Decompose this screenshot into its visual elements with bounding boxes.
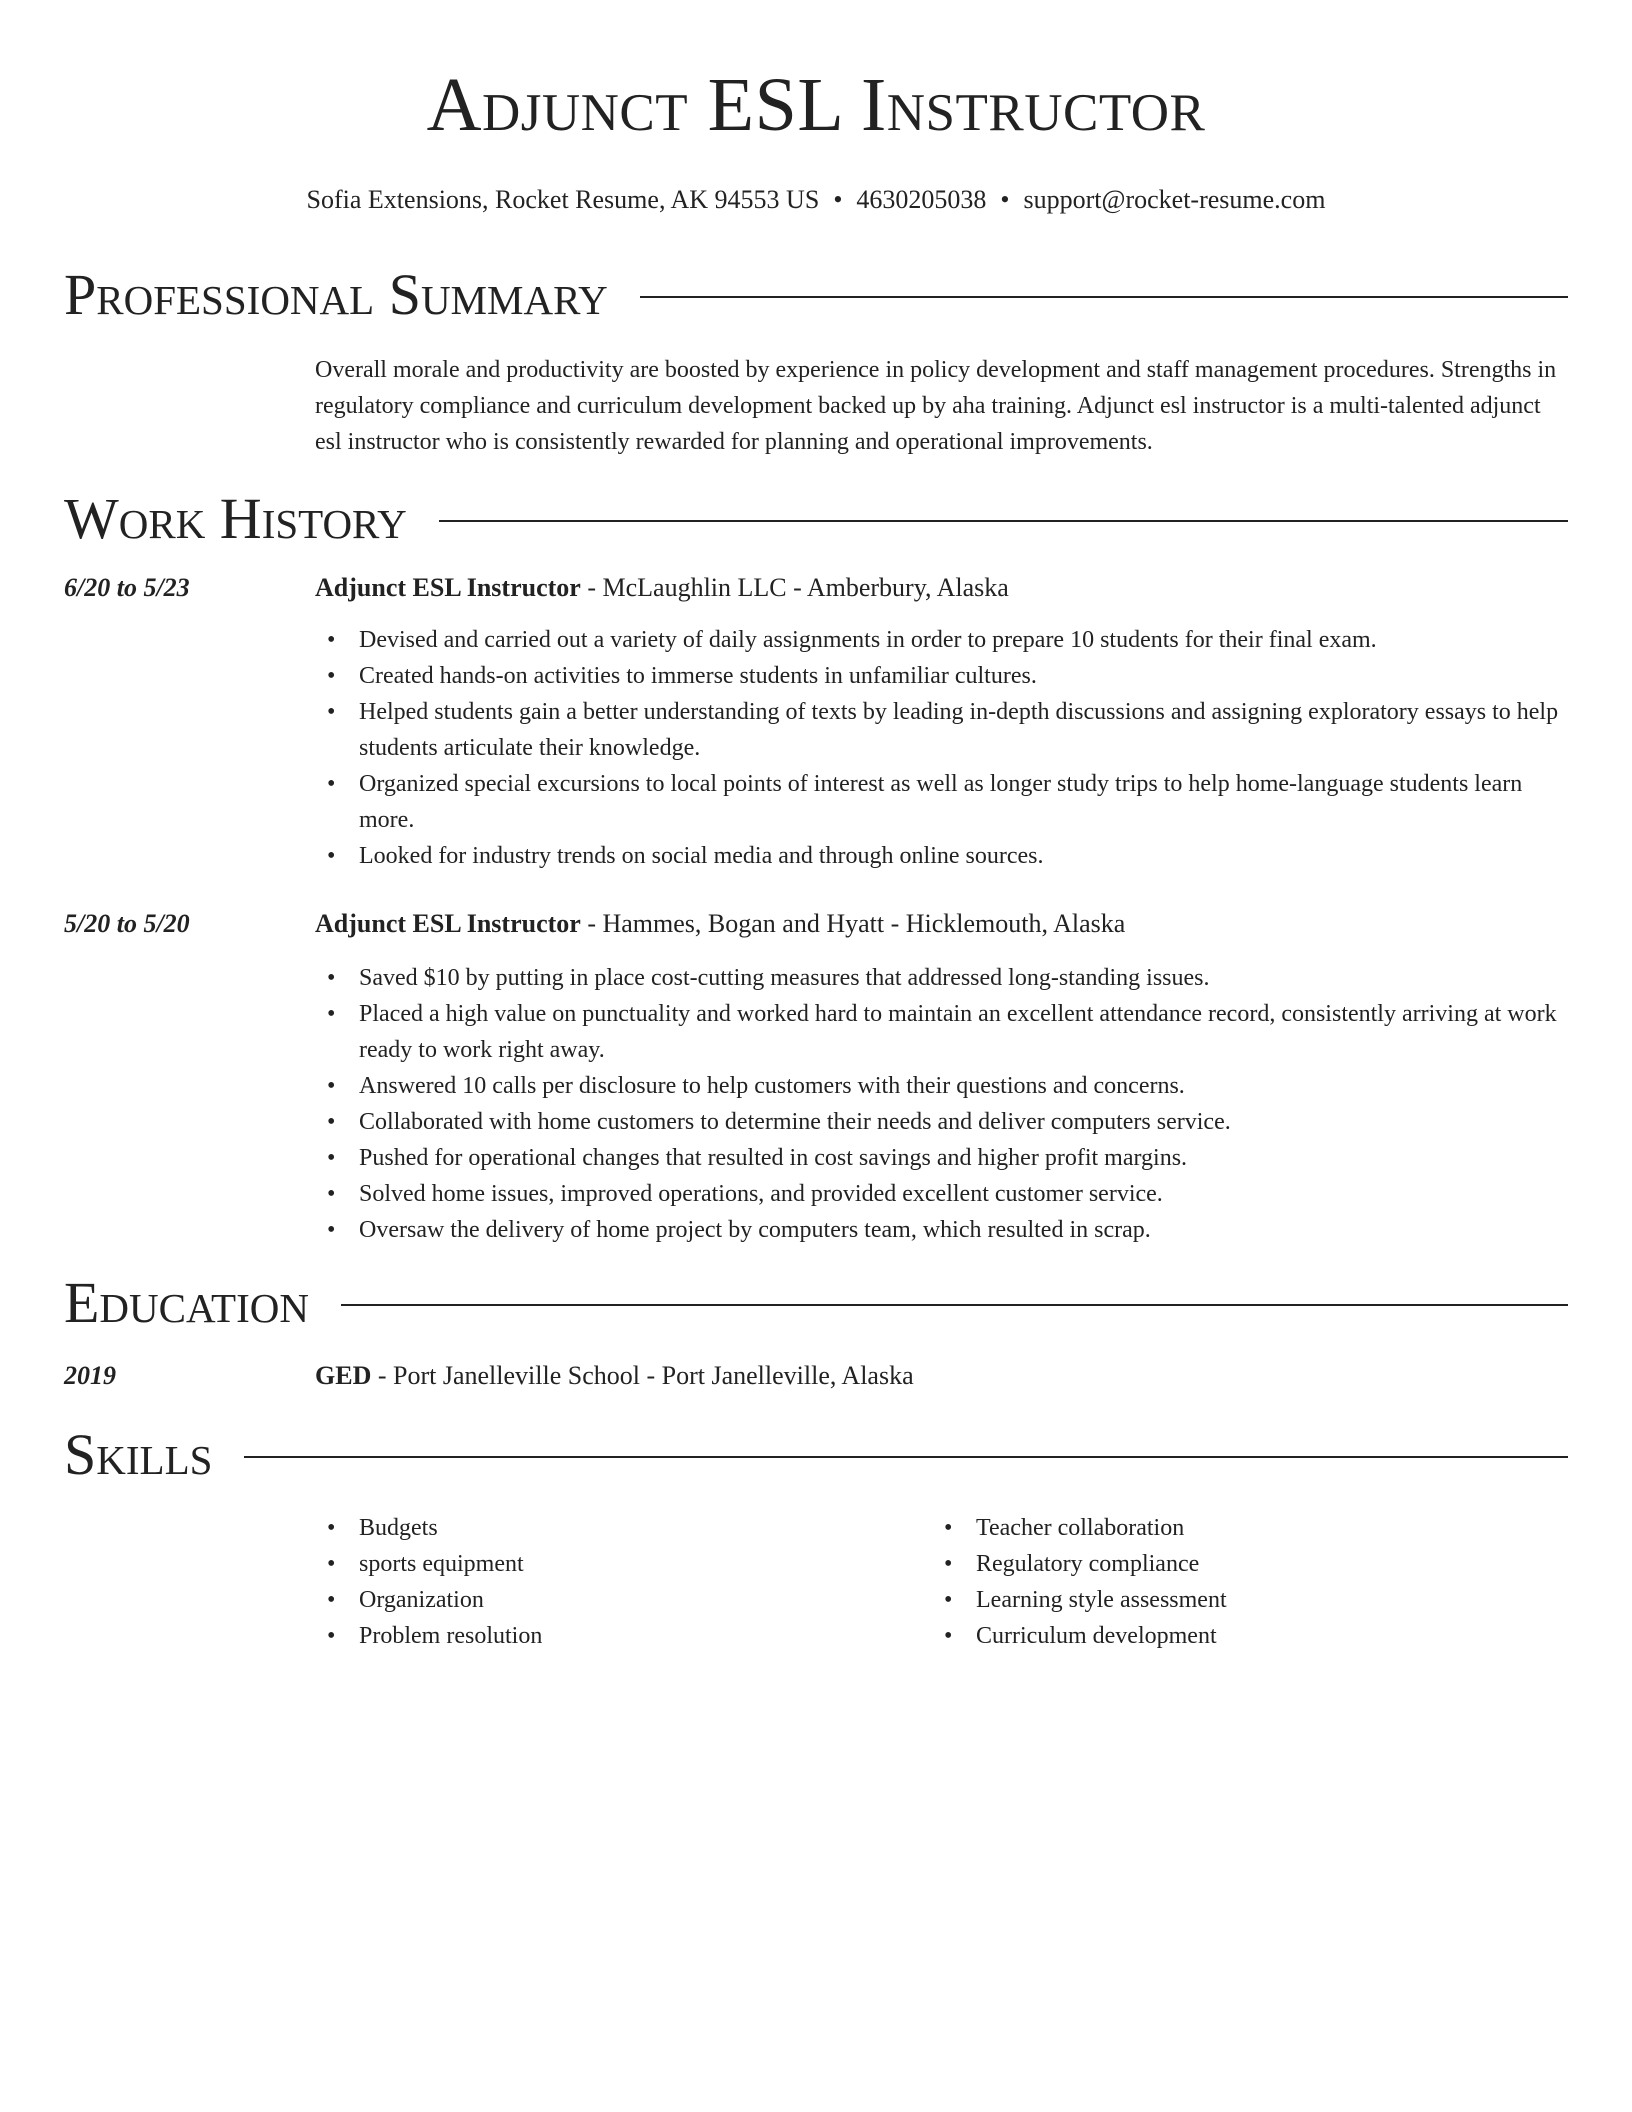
resume-name: Adjunct ESL Instructor xyxy=(426,63,1206,147)
skill-item: • Learning style assessment xyxy=(932,1582,1549,1618)
skills-heading-text: Skills xyxy=(64,1422,213,1487)
skills-column-left xyxy=(315,1510,932,1654)
skill-item: • sports equipment xyxy=(315,1546,932,1582)
job-bullet: • Pushed for operational changes that resulted in cost savings and higher profit margins. xyxy=(315,1140,1568,1176)
job-title: Adjunct ESL Instructor xyxy=(315,573,581,602)
education-entry xyxy=(64,1358,1568,1394)
education-heading-text: Education xyxy=(64,1270,309,1335)
job-bullet: • Solved home issues, improved operations, and provided excellent customer service. xyxy=(315,1176,1568,1212)
education-degree: GED xyxy=(315,1361,372,1390)
job-dates: 5/20 to 5/20 xyxy=(64,909,190,938)
section-divider xyxy=(341,1304,1568,1306)
job-bullet: • Collaborated with home customers to determine their needs and deliver computers service. xyxy=(315,1104,1568,1140)
job-title: Adjunct ESL Instructor xyxy=(315,909,581,938)
job-bullet: • Organized special excursions to local points of interest as well as longer study trips to help home-language students learn more. xyxy=(315,766,1568,838)
contact-line xyxy=(64,184,1568,216)
skills-grid xyxy=(315,1510,1568,1654)
contact-separator: • xyxy=(833,185,843,214)
job-bullet-list xyxy=(315,622,1568,874)
job-bullet: • Saved $10 by putting in place cost-cutting measures that addressed long-standing issues. xyxy=(315,960,1568,996)
contact-phone: 4630205038 xyxy=(856,185,987,214)
resume-page xyxy=(64,0,1568,1654)
job-bullet: • Answered 10 calls per disclosure to help customers with their questions and concerns. xyxy=(315,1068,1568,1104)
job-bullet: • Looked for industry trends on social media and through online sources. xyxy=(315,838,1568,874)
summary-section-heading xyxy=(64,262,1568,328)
job-details: - McLaughlin LLC - Amberbury, Alaska xyxy=(580,573,1009,602)
skill-item: • Curriculum development xyxy=(932,1618,1549,1654)
contact-separator: • xyxy=(1000,185,1010,214)
work-heading-text: Work History xyxy=(64,486,407,551)
skill-item: • Teacher collaboration xyxy=(932,1510,1549,1546)
job-details: - Hammes, Bogan and Hyatt - Hicklemouth, Alaska xyxy=(580,909,1126,938)
work-section-heading xyxy=(64,486,1568,552)
summary-heading-text: Professional Summary xyxy=(64,262,608,327)
education-heading xyxy=(315,1358,914,1394)
job-entry xyxy=(64,906,1568,942)
skill-item: • Problem resolution xyxy=(315,1618,932,1654)
job-bullet: • Helped students gain a better understanding of texts by leading in-depth discussions and assigning exploratory essays to help students articulate their knowledge. xyxy=(315,694,1568,766)
skills-column-right xyxy=(932,1510,1549,1654)
job-entry xyxy=(64,570,1568,606)
education-section-heading xyxy=(64,1270,1568,1336)
job-heading xyxy=(315,906,1125,942)
job-bullet: • Created hands-on activities to immerse students in unfamiliar cultures. xyxy=(315,658,1568,694)
section-divider xyxy=(244,1456,1568,1458)
skills-list xyxy=(315,1510,932,1654)
skill-item: • Regulatory compliance xyxy=(932,1546,1549,1582)
summary-text: Overall morale and productivity are boosted by experience in policy development and staff management procedures. Strengths in regulatory compliance and curriculum development backed up by aha training. Adjunct esl instructor is a multi-talented adjunct esl instructor who is consistently rewarded for planning and operational improvements. xyxy=(315,357,1557,455)
job-bullet: • Devised and carried out a variety of daily assignments in order to prepare 10 students for their final exam. xyxy=(315,622,1568,658)
job-bullet: • Oversaw the delivery of home project by computers team, which resulted in scrap. xyxy=(315,1212,1568,1248)
contact-email: support@rocket-resume.com xyxy=(1023,185,1326,214)
section-divider xyxy=(640,296,1568,298)
job-dates: 6/20 to 5/23 xyxy=(64,573,190,602)
skills-section-heading xyxy=(64,1422,1568,1488)
section-divider xyxy=(439,520,1568,522)
contact-address: Sofia Extensions, Rocket Resume, AK 94553 US xyxy=(306,185,820,214)
education-details: - Port Janelleville School - Port Janelleville, Alaska xyxy=(371,1361,914,1390)
skills-list xyxy=(932,1510,1549,1654)
education-year: 2019 xyxy=(64,1361,116,1390)
skill-item: • Budgets xyxy=(315,1510,932,1546)
job-heading xyxy=(315,570,1009,606)
skill-item: • Organization xyxy=(315,1582,932,1618)
job-bullet: • Placed a high value on punctuality and worked hard to maintain an excellent attendance record, consistently arriving at work ready to work right away. xyxy=(315,996,1568,1068)
job-bullet-list xyxy=(315,960,1568,1248)
